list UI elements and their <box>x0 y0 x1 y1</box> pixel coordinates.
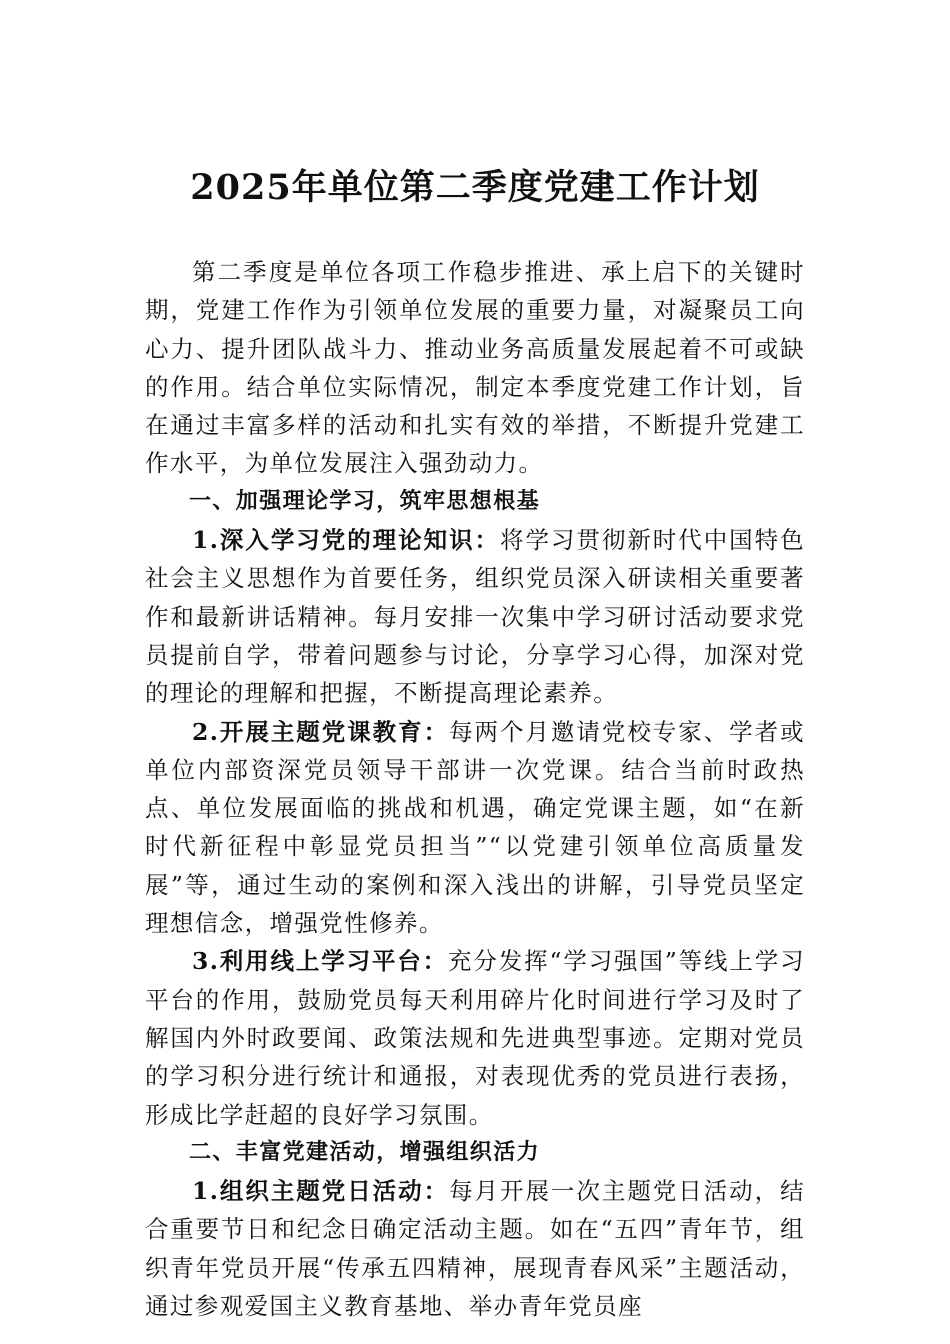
body-paragraph <box>145 942 805 1133</box>
section-heading: 二、丰富党建活动，增强组织活力 <box>189 1139 541 1165</box>
section-heading: 一、加强理论学习，筑牢思想根基 <box>189 488 541 514</box>
paragraph-text: 将学习贯彻新时代中国特色社会主义思想作为首要任务，组织党员深入研读相关重要著作和最新讲话精神。每月安排一次集中学习研讨活动要求党员提前自学，带着问题参与讨论，分享学习心得，加深对党的理论的理解和把握，不断提高理论素养。 <box>145 526 805 708</box>
body-paragraph <box>145 713 805 943</box>
body-paragraph <box>145 521 805 712</box>
document-title: 2025年单位第二季度党建工作计划 <box>190 167 760 208</box>
paragraph-lead: 3.利用线上学习平台： <box>192 947 449 976</box>
paragraph-lead: 1.深入学习党的理论知识： <box>192 526 500 555</box>
paragraph-text: 每月开展一次主题党日活动，结合重要节日和纪念日确定活动主题。如在“五四”青年节，组织青年党员开展“传承五四精神，展现青春风采”主题活动，通过参观爱国主义教育基地、举办青年党员座 <box>145 1177 805 1321</box>
paragraph-lead: 1.组织主题党日活动： <box>192 1177 450 1206</box>
paragraph-text: 每两个月邀请党校专家、学者或单位内部资深党员领导干部讲一次党课。结合当前时政热点、单位发展面临的挑战和机遇，确定党课主题，如“在新时代新征程中彰显党员担当”“以党建引领单位高质量发展”等，通过生动的案例和深入浅出的讲解，引导党员坚定理想信念，增强党性修养。 <box>145 717 805 938</box>
paragraph-text: 充分发挥“学习强国”等线上学习平台的作用，鼓励党员每天利用碎片化时间进行学习及时了解国内外时政要闻、政策法规和先进典型事迹。定期对党员的学习积分进行统计和通报，对表现优秀的党员进行表扬，形成比学赶超的良好学习氛围。 <box>145 947 805 1129</box>
document-body <box>145 253 805 1325</box>
body-paragraph <box>145 1172 805 1325</box>
intro-paragraph: 第二季度是单位各项工作稳步推进、承上启下的关键时期，党建工作作为引领单位发展的重要力量，对凝聚员工向心力、提升团队战斗力、推动业务高质量发展起着不可或缺的作用。结合单位实际情况，制定本季度党建工作计划，旨在通过丰富多样的活动和扎实有效的举措，不断提升党建工作水平，为单位发展注入强劲动力。 <box>145 258 805 478</box>
paragraph-lead: 2.开展主题党课教育： <box>192 717 450 746</box>
